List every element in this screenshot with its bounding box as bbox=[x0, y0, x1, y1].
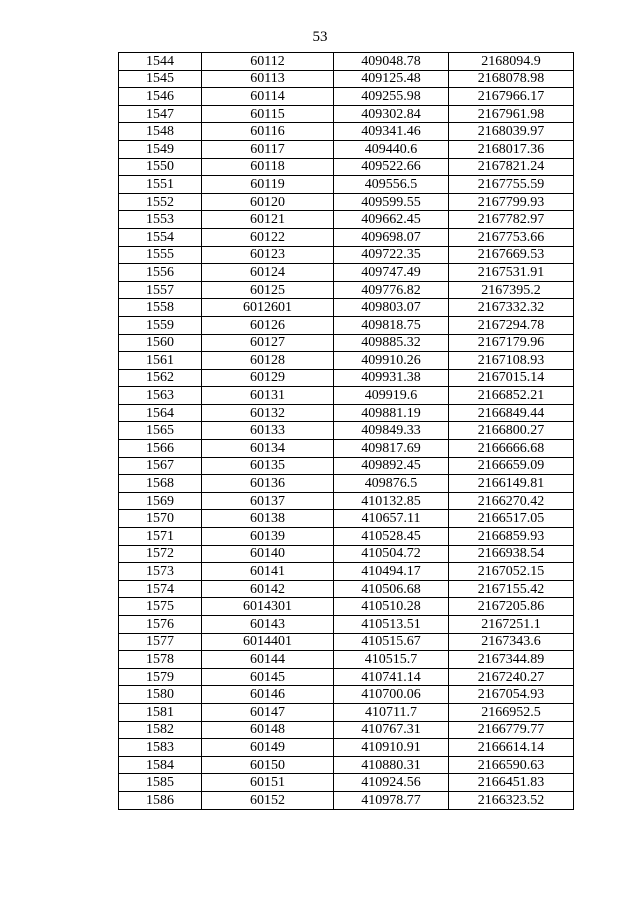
y-coordinate-cell: 2167294.78 bbox=[449, 316, 574, 334]
row-index-cell: 1586 bbox=[119, 791, 202, 809]
row-index-cell: 1549 bbox=[119, 140, 202, 158]
y-coordinate-cell: 2167052.15 bbox=[449, 563, 574, 581]
table-row bbox=[119, 193, 574, 211]
x-coordinate-cell: 410506.68 bbox=[334, 580, 449, 598]
x-coordinate-cell: 409302.84 bbox=[334, 105, 449, 123]
x-coordinate-cell: 409885.32 bbox=[334, 334, 449, 352]
coordinates-table bbox=[118, 52, 574, 810]
table-row bbox=[119, 228, 574, 246]
y-coordinate-cell: 2167782.97 bbox=[449, 211, 574, 229]
row-index-cell: 1550 bbox=[119, 158, 202, 176]
y-coordinate-cell: 2167015.14 bbox=[449, 369, 574, 387]
row-index-cell: 1551 bbox=[119, 176, 202, 194]
y-coordinate-cell: 2167205.86 bbox=[449, 598, 574, 616]
table-row bbox=[119, 246, 574, 264]
table-row bbox=[119, 316, 574, 334]
point-id-cell: 60134 bbox=[202, 440, 334, 458]
y-coordinate-cell: 2166800.27 bbox=[449, 422, 574, 440]
table-row bbox=[119, 739, 574, 757]
row-index-cell: 1580 bbox=[119, 686, 202, 704]
x-coordinate-cell: 409747.49 bbox=[334, 264, 449, 282]
row-index-cell: 1556 bbox=[119, 264, 202, 282]
table-row bbox=[119, 580, 574, 598]
table-row bbox=[119, 281, 574, 299]
y-coordinate-cell: 2167669.53 bbox=[449, 246, 574, 264]
point-id-cell: 6014301 bbox=[202, 598, 334, 616]
table-row bbox=[119, 404, 574, 422]
point-id-cell: 60120 bbox=[202, 193, 334, 211]
x-coordinate-cell: 410513.51 bbox=[334, 616, 449, 634]
point-id-cell: 60137 bbox=[202, 492, 334, 510]
point-id-cell: 60131 bbox=[202, 387, 334, 405]
table-row bbox=[119, 686, 574, 704]
row-index-cell: 1573 bbox=[119, 563, 202, 581]
table-row bbox=[119, 352, 574, 370]
coordinates-table-body bbox=[119, 53, 574, 810]
y-coordinate-cell: 2167966.17 bbox=[449, 88, 574, 106]
point-id-cell: 60124 bbox=[202, 264, 334, 282]
row-index-cell: 1566 bbox=[119, 440, 202, 458]
row-index-cell: 1572 bbox=[119, 545, 202, 563]
x-coordinate-cell: 409722.35 bbox=[334, 246, 449, 264]
y-coordinate-cell: 2166666.68 bbox=[449, 440, 574, 458]
table-row bbox=[119, 140, 574, 158]
row-index-cell: 1571 bbox=[119, 528, 202, 546]
point-id-cell: 60128 bbox=[202, 352, 334, 370]
x-coordinate-cell: 409817.69 bbox=[334, 440, 449, 458]
table-row bbox=[119, 475, 574, 493]
y-coordinate-cell: 2166779.77 bbox=[449, 721, 574, 739]
x-coordinate-cell: 409931.38 bbox=[334, 369, 449, 387]
x-coordinate-cell: 409910.26 bbox=[334, 352, 449, 370]
y-coordinate-cell: 2166938.54 bbox=[449, 545, 574, 563]
x-coordinate-cell: 409803.07 bbox=[334, 299, 449, 317]
table-row bbox=[119, 70, 574, 88]
table-row bbox=[119, 703, 574, 721]
table-row bbox=[119, 334, 574, 352]
y-coordinate-cell: 2168017.36 bbox=[449, 140, 574, 158]
x-coordinate-cell: 410880.31 bbox=[334, 756, 449, 774]
point-id-cell: 60149 bbox=[202, 739, 334, 757]
point-id-cell: 60136 bbox=[202, 475, 334, 493]
x-coordinate-cell: 409698.07 bbox=[334, 228, 449, 246]
x-coordinate-cell: 409599.55 bbox=[334, 193, 449, 211]
row-index-cell: 1578 bbox=[119, 651, 202, 669]
x-coordinate-cell: 410657.11 bbox=[334, 510, 449, 528]
table-row bbox=[119, 264, 574, 282]
page-number: 53 bbox=[312, 29, 328, 45]
table-row bbox=[119, 369, 574, 387]
point-id-cell: 60140 bbox=[202, 545, 334, 563]
table-row bbox=[119, 756, 574, 774]
y-coordinate-cell: 2166451.83 bbox=[449, 774, 574, 792]
x-coordinate-cell: 409341.46 bbox=[334, 123, 449, 141]
x-coordinate-cell: 409048.78 bbox=[334, 53, 449, 71]
x-coordinate-cell: 410741.14 bbox=[334, 668, 449, 686]
row-index-cell: 1569 bbox=[119, 492, 202, 510]
x-coordinate-cell: 409522.66 bbox=[334, 158, 449, 176]
table-row bbox=[119, 791, 574, 809]
point-id-cell: 60114 bbox=[202, 88, 334, 106]
y-coordinate-cell: 2167155.42 bbox=[449, 580, 574, 598]
y-coordinate-cell: 2167961.98 bbox=[449, 105, 574, 123]
y-coordinate-cell: 2167054.93 bbox=[449, 686, 574, 704]
row-index-cell: 1585 bbox=[119, 774, 202, 792]
table-row bbox=[119, 211, 574, 229]
table-row bbox=[119, 598, 574, 616]
row-index-cell: 1574 bbox=[119, 580, 202, 598]
point-id-cell: 60141 bbox=[202, 563, 334, 581]
table-row bbox=[119, 123, 574, 141]
point-id-cell: 60123 bbox=[202, 246, 334, 264]
x-coordinate-cell: 409255.98 bbox=[334, 88, 449, 106]
table-row bbox=[119, 440, 574, 458]
x-coordinate-cell: 410711.7 bbox=[334, 703, 449, 721]
row-index-cell: 1559 bbox=[119, 316, 202, 334]
row-index-cell: 1560 bbox=[119, 334, 202, 352]
point-id-cell: 60121 bbox=[202, 211, 334, 229]
y-coordinate-cell: 2166614.14 bbox=[449, 739, 574, 757]
row-index-cell: 1552 bbox=[119, 193, 202, 211]
y-coordinate-cell: 2167240.27 bbox=[449, 668, 574, 686]
row-index-cell: 1583 bbox=[119, 739, 202, 757]
table-row bbox=[119, 651, 574, 669]
row-index-cell: 1544 bbox=[119, 53, 202, 71]
x-coordinate-cell: 409440.6 bbox=[334, 140, 449, 158]
point-id-cell: 60151 bbox=[202, 774, 334, 792]
table-row bbox=[119, 492, 574, 510]
x-coordinate-cell: 409849.33 bbox=[334, 422, 449, 440]
table-row bbox=[119, 105, 574, 123]
y-coordinate-cell: 2167799.93 bbox=[449, 193, 574, 211]
row-index-cell: 1584 bbox=[119, 756, 202, 774]
y-coordinate-cell: 2166952.5 bbox=[449, 703, 574, 721]
x-coordinate-cell: 409876.5 bbox=[334, 475, 449, 493]
point-id-cell: 60135 bbox=[202, 457, 334, 475]
row-index-cell: 1576 bbox=[119, 616, 202, 634]
table-row bbox=[119, 774, 574, 792]
x-coordinate-cell: 409776.82 bbox=[334, 281, 449, 299]
y-coordinate-cell: 2167343.6 bbox=[449, 633, 574, 651]
point-id-cell: 60138 bbox=[202, 510, 334, 528]
row-index-cell: 1547 bbox=[119, 105, 202, 123]
x-coordinate-cell: 410504.72 bbox=[334, 545, 449, 563]
table-row bbox=[119, 721, 574, 739]
x-coordinate-cell: 410510.28 bbox=[334, 598, 449, 616]
row-index-cell: 1565 bbox=[119, 422, 202, 440]
table-row bbox=[119, 616, 574, 634]
y-coordinate-cell: 2166859.93 bbox=[449, 528, 574, 546]
x-coordinate-cell: 409818.75 bbox=[334, 316, 449, 334]
point-id-cell: 60127 bbox=[202, 334, 334, 352]
x-coordinate-cell: 410515.7 bbox=[334, 651, 449, 669]
point-id-cell: 60133 bbox=[202, 422, 334, 440]
x-coordinate-cell: 409125.48 bbox=[334, 70, 449, 88]
point-id-cell: 60125 bbox=[202, 281, 334, 299]
point-id-cell: 60145 bbox=[202, 668, 334, 686]
x-coordinate-cell: 409892.45 bbox=[334, 457, 449, 475]
table-row bbox=[119, 176, 574, 194]
table-row bbox=[119, 545, 574, 563]
y-coordinate-cell: 2166270.42 bbox=[449, 492, 574, 510]
row-index-cell: 1561 bbox=[119, 352, 202, 370]
row-index-cell: 1582 bbox=[119, 721, 202, 739]
table-row bbox=[119, 563, 574, 581]
point-id-cell: 6012601 bbox=[202, 299, 334, 317]
point-id-cell: 60118 bbox=[202, 158, 334, 176]
row-index-cell: 1555 bbox=[119, 246, 202, 264]
point-id-cell: 60132 bbox=[202, 404, 334, 422]
point-id-cell: 6014401 bbox=[202, 633, 334, 651]
y-coordinate-cell: 2167332.32 bbox=[449, 299, 574, 317]
row-index-cell: 1548 bbox=[119, 123, 202, 141]
row-index-cell: 1553 bbox=[119, 211, 202, 229]
x-coordinate-cell: 410924.56 bbox=[334, 774, 449, 792]
y-coordinate-cell: 2166590.63 bbox=[449, 756, 574, 774]
y-coordinate-cell: 2166323.52 bbox=[449, 791, 574, 809]
point-id-cell: 60122 bbox=[202, 228, 334, 246]
row-index-cell: 1570 bbox=[119, 510, 202, 528]
point-id-cell: 60113 bbox=[202, 70, 334, 88]
row-index-cell: 1577 bbox=[119, 633, 202, 651]
row-index-cell: 1545 bbox=[119, 70, 202, 88]
y-coordinate-cell: 2166517.05 bbox=[449, 510, 574, 528]
x-coordinate-cell: 409662.45 bbox=[334, 211, 449, 229]
point-id-cell: 60116 bbox=[202, 123, 334, 141]
table-row bbox=[119, 158, 574, 176]
row-index-cell: 1563 bbox=[119, 387, 202, 405]
row-index-cell: 1564 bbox=[119, 404, 202, 422]
y-coordinate-cell: 2168094.9 bbox=[449, 53, 574, 71]
table-row bbox=[119, 422, 574, 440]
table-row bbox=[119, 88, 574, 106]
row-index-cell: 1579 bbox=[119, 668, 202, 686]
y-coordinate-cell: 2167344.89 bbox=[449, 651, 574, 669]
x-coordinate-cell: 409556.5 bbox=[334, 176, 449, 194]
point-id-cell: 60117 bbox=[202, 140, 334, 158]
table-row bbox=[119, 53, 574, 71]
y-coordinate-cell: 2167753.66 bbox=[449, 228, 574, 246]
row-index-cell: 1554 bbox=[119, 228, 202, 246]
x-coordinate-cell: 410910.91 bbox=[334, 739, 449, 757]
point-id-cell: 60115 bbox=[202, 105, 334, 123]
y-coordinate-cell: 2166849.44 bbox=[449, 404, 574, 422]
row-index-cell: 1567 bbox=[119, 457, 202, 475]
table-row bbox=[119, 668, 574, 686]
point-id-cell: 60148 bbox=[202, 721, 334, 739]
x-coordinate-cell: 410700.06 bbox=[334, 686, 449, 704]
table-row bbox=[119, 633, 574, 651]
point-id-cell: 60152 bbox=[202, 791, 334, 809]
point-id-cell: 60112 bbox=[202, 53, 334, 71]
x-coordinate-cell: 410767.31 bbox=[334, 721, 449, 739]
row-index-cell: 1557 bbox=[119, 281, 202, 299]
y-coordinate-cell: 2166852.21 bbox=[449, 387, 574, 405]
table-row bbox=[119, 299, 574, 317]
table-row bbox=[119, 457, 574, 475]
row-index-cell: 1558 bbox=[119, 299, 202, 317]
point-id-cell: 60150 bbox=[202, 756, 334, 774]
point-id-cell: 60144 bbox=[202, 651, 334, 669]
x-coordinate-cell: 409881.19 bbox=[334, 404, 449, 422]
table-row bbox=[119, 510, 574, 528]
point-id-cell: 60139 bbox=[202, 528, 334, 546]
y-coordinate-cell: 2167821.24 bbox=[449, 158, 574, 176]
y-coordinate-cell: 2167179.96 bbox=[449, 334, 574, 352]
point-id-cell: 60126 bbox=[202, 316, 334, 334]
row-index-cell: 1546 bbox=[119, 88, 202, 106]
x-coordinate-cell: 410528.45 bbox=[334, 528, 449, 546]
row-index-cell: 1562 bbox=[119, 369, 202, 387]
y-coordinate-cell: 2167531.91 bbox=[449, 264, 574, 282]
y-coordinate-cell: 2166659.09 bbox=[449, 457, 574, 475]
row-index-cell: 1581 bbox=[119, 703, 202, 721]
table-row bbox=[119, 528, 574, 546]
point-id-cell: 60119 bbox=[202, 176, 334, 194]
y-coordinate-cell: 2168078.98 bbox=[449, 70, 574, 88]
row-index-cell: 1575 bbox=[119, 598, 202, 616]
table-row bbox=[119, 387, 574, 405]
point-id-cell: 60129 bbox=[202, 369, 334, 387]
y-coordinate-cell: 2166149.81 bbox=[449, 475, 574, 493]
y-coordinate-cell: 2167251.1 bbox=[449, 616, 574, 634]
y-coordinate-cell: 2167108.93 bbox=[449, 352, 574, 370]
y-coordinate-cell: 2167755.59 bbox=[449, 176, 574, 194]
x-coordinate-cell: 410515.67 bbox=[334, 633, 449, 651]
point-id-cell: 60146 bbox=[202, 686, 334, 704]
x-coordinate-cell: 409919.6 bbox=[334, 387, 449, 405]
x-coordinate-cell: 410494.17 bbox=[334, 563, 449, 581]
y-coordinate-cell: 2168039.97 bbox=[449, 123, 574, 141]
point-id-cell: 60142 bbox=[202, 580, 334, 598]
x-coordinate-cell: 410132.85 bbox=[334, 492, 449, 510]
point-id-cell: 60143 bbox=[202, 616, 334, 634]
point-id-cell: 60147 bbox=[202, 703, 334, 721]
x-coordinate-cell: 410978.77 bbox=[334, 791, 449, 809]
row-index-cell: 1568 bbox=[119, 475, 202, 493]
y-coordinate-cell: 2167395.2 bbox=[449, 281, 574, 299]
